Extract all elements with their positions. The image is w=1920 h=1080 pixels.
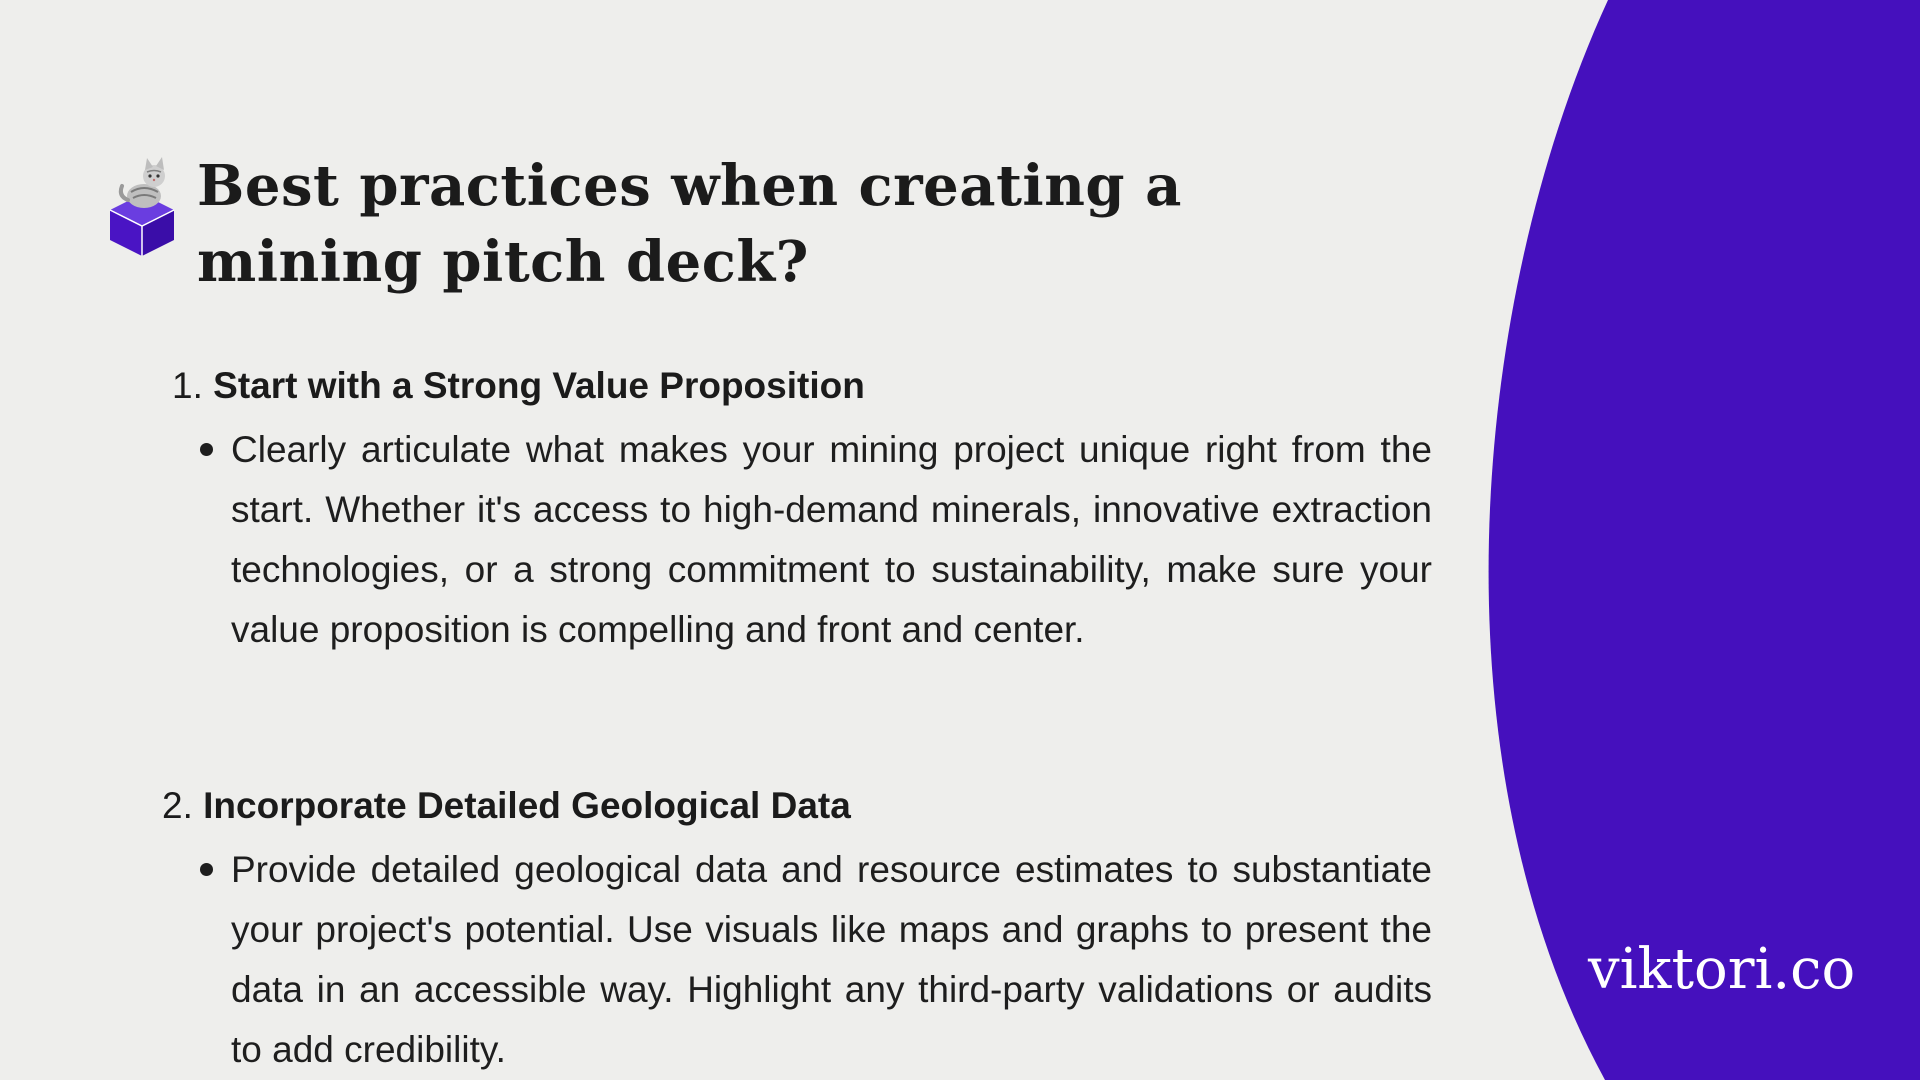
bullet-dot-icon (200, 863, 213, 876)
section-1 (150, 360, 1432, 660)
section-2-bullet-text: Provide detailed geological data and resource estimates to substantiate your project's potential. Use visuals like maps and graphs to present the data in an accessible way. Highlight any third-party validations or audits to add credibility. (231, 849, 1432, 1070)
brand-wordmark: viktori.co (1588, 937, 1856, 1002)
section-1-bullet (150, 420, 1432, 660)
section-1-number: 1. (172, 365, 203, 406)
section-2-heading (150, 780, 1432, 832)
title-line-1: Best practices when creating a (197, 153, 1182, 219)
section-2-bullet (150, 840, 1432, 1080)
section-1-heading (150, 360, 1432, 412)
page-title (197, 148, 1197, 300)
bullet-dot-icon (200, 443, 213, 456)
cat-on-purple-cube-icon (104, 152, 180, 256)
section-1-bullet-text: Clearly articulate what makes your mining project unique right from the start. Whether it's access to high-demand minerals, innovative extraction technologies, or a strong commitment to sustainability, make sure your value proposition is compelling and front and center. (231, 429, 1432, 650)
section-2 (150, 780, 1432, 1080)
title-line-2: mining pitch deck? (197, 229, 809, 295)
section-2-heading-text: Incorporate Detailed Geological Data (203, 785, 851, 826)
section-2-number: 2. (162, 785, 193, 826)
section-1-heading-text: Start with a Strong Value Proposition (213, 365, 865, 406)
